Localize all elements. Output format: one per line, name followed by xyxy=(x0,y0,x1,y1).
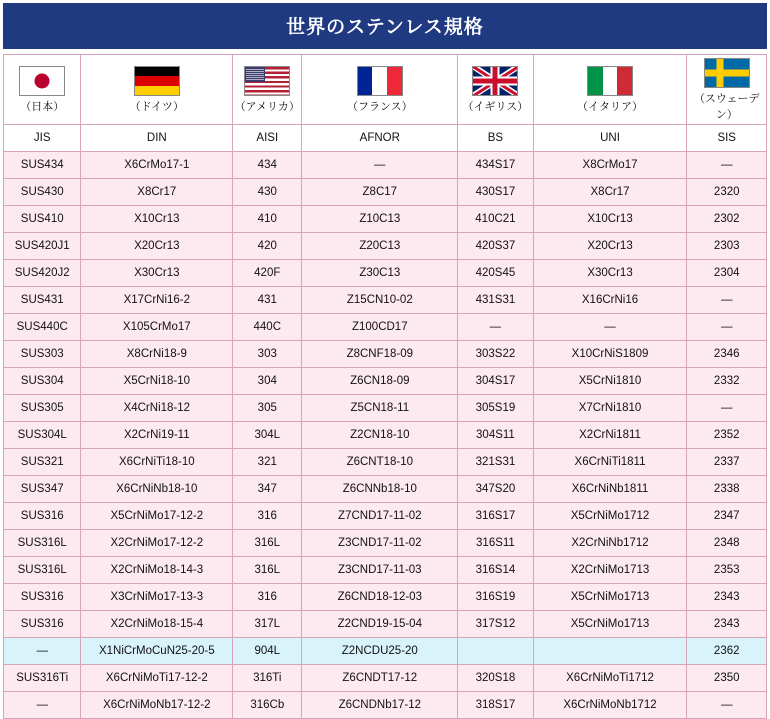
cell-uni: X5CrNi1810 xyxy=(533,368,687,395)
cell-din: X6CrNiTi18-10 xyxy=(81,449,233,476)
standard-bs: BS xyxy=(458,125,533,152)
cell-aisi: 430 xyxy=(233,179,302,206)
cell-din: X10Cr13 xyxy=(81,206,233,233)
table-row xyxy=(4,287,767,314)
cell-afnor: Z15CN10-02 xyxy=(302,287,458,314)
cell-sis: 2302 xyxy=(687,206,767,233)
cell-bs: 316S19 xyxy=(458,584,533,611)
cell-bs: 410C21 xyxy=(458,206,533,233)
cell-afnor: Z6CNT18-10 xyxy=(302,449,458,476)
cell-din: X6CrMo17-1 xyxy=(81,152,233,179)
cell-aisi: 420F xyxy=(233,260,302,287)
cell-sis: — xyxy=(687,395,767,422)
cell-afnor: Z6CNDNb17-12 xyxy=(302,692,458,719)
cell-sis: 2353 xyxy=(687,557,767,584)
cell-din: X6CrNiNb18-10 xyxy=(81,476,233,503)
flag-gb-icon xyxy=(472,66,518,96)
table-row xyxy=(4,503,767,530)
cell-din: X105CrMo17 xyxy=(81,314,233,341)
country-label-usa: （アメリカ） xyxy=(234,101,300,113)
cell-uni: X2CrNiMo1713 xyxy=(533,557,687,584)
cell-aisi: 317L xyxy=(233,611,302,638)
table-row xyxy=(4,665,767,692)
cell-afnor: Z8CNF18-09 xyxy=(302,341,458,368)
flag-de-icon xyxy=(134,66,180,96)
cell-afnor: Z30C13 xyxy=(302,260,458,287)
cell-afnor: Z2CND19-15-04 xyxy=(302,611,458,638)
cell-uni: X6CrNiMoNb1712 xyxy=(533,692,687,719)
cell-jis: SUS303 xyxy=(4,341,81,368)
cell-sis: 2352 xyxy=(687,422,767,449)
cell-din: X5CrNiMo17-12-2 xyxy=(81,503,233,530)
table-row xyxy=(4,314,767,341)
cell-sis: 2320 xyxy=(687,179,767,206)
table-row xyxy=(4,638,767,665)
cell-afnor: Z100CD17 xyxy=(302,314,458,341)
table-row xyxy=(4,422,767,449)
header-cell-germany xyxy=(81,55,233,125)
table-row xyxy=(4,179,767,206)
stainless-standards-page xyxy=(0,3,770,719)
cell-afnor: Z2NCDU25-20 xyxy=(302,638,458,665)
cell-afnor: Z6CND18-12-03 xyxy=(302,584,458,611)
cell-bs: 318S17 xyxy=(458,692,533,719)
cell-jis: SUS430 xyxy=(4,179,81,206)
cell-uni: X8Cr17 xyxy=(533,179,687,206)
table-row xyxy=(4,152,767,179)
cell-din: X30Cr13 xyxy=(81,260,233,287)
cell-bs: 420S37 xyxy=(458,233,533,260)
header-cell-france xyxy=(302,55,458,125)
flag-us-icon xyxy=(244,66,290,96)
flag-fr-icon xyxy=(357,66,403,96)
cell-uni: X2CrNiNb1712 xyxy=(533,530,687,557)
cell-afnor: Z6CNNb18-10 xyxy=(302,476,458,503)
cell-uni xyxy=(533,638,687,665)
country-label-sweden: （スウェーデン） xyxy=(693,93,760,121)
standard-name-row xyxy=(4,125,767,152)
cell-bs xyxy=(458,638,533,665)
cell-uni: X30Cr13 xyxy=(533,260,687,287)
standard-afnor: AFNOR xyxy=(302,125,458,152)
cell-jis: SUS434 xyxy=(4,152,81,179)
country-label-italy: （イタリア） xyxy=(577,101,644,113)
cell-sis: 2332 xyxy=(687,368,767,395)
cell-sis: 2343 xyxy=(687,611,767,638)
cell-afnor: Z8C17 xyxy=(302,179,458,206)
cell-afnor: Z5CN18-11 xyxy=(302,395,458,422)
cell-sis: — xyxy=(687,692,767,719)
cell-sis: 2346 xyxy=(687,341,767,368)
cell-uni: X5CrNiMo1712 xyxy=(533,503,687,530)
cell-uni: X7CrNi1810 xyxy=(533,395,687,422)
table-row xyxy=(4,692,767,719)
cell-din: X2CrNiMo18-15-4 xyxy=(81,611,233,638)
cell-jis: SUS420J1 xyxy=(4,233,81,260)
cell-jis: SUS321 xyxy=(4,449,81,476)
cell-bs: 303S22 xyxy=(458,341,533,368)
table-row xyxy=(4,476,767,503)
cell-sis: 2338 xyxy=(687,476,767,503)
cell-bs: 304S17 xyxy=(458,368,533,395)
cell-din: X2CrNiMo17-12-2 xyxy=(81,530,233,557)
cell-jis: SUS304 xyxy=(4,368,81,395)
cell-sis: 2362 xyxy=(687,638,767,665)
cell-sis: — xyxy=(687,152,767,179)
cell-afnor: Z10C13 xyxy=(302,206,458,233)
cell-bs: 304S11 xyxy=(458,422,533,449)
cell-aisi: 303 xyxy=(233,341,302,368)
cell-sis: — xyxy=(687,314,767,341)
cell-din: X20Cr13 xyxy=(81,233,233,260)
standard-uni: UNI xyxy=(533,125,687,152)
cell-bs: 434S17 xyxy=(458,152,533,179)
country-label-uk: （イギリス） xyxy=(462,101,529,113)
cell-jis: SUS316 xyxy=(4,611,81,638)
cell-din: X3CrNiMo17-13-3 xyxy=(81,584,233,611)
cell-bs: 321S31 xyxy=(458,449,533,476)
country-label-japan: （日本） xyxy=(20,101,65,113)
cell-bs: 317S12 xyxy=(458,611,533,638)
header-cell-italy xyxy=(533,55,687,125)
cell-jis: SUS316L xyxy=(4,530,81,557)
table-row xyxy=(4,260,767,287)
cell-bs: 347S20 xyxy=(458,476,533,503)
standards-table-body xyxy=(4,152,767,719)
table-row xyxy=(4,584,767,611)
cell-aisi: 316 xyxy=(233,584,302,611)
cell-bs: 320S18 xyxy=(458,665,533,692)
table-row xyxy=(4,530,767,557)
cell-uni: X6CrNiMoTi1712 xyxy=(533,665,687,692)
standards-table xyxy=(3,54,767,719)
cell-sis: 2348 xyxy=(687,530,767,557)
cell-din: X6CrNiMoNb17-12-2 xyxy=(81,692,233,719)
cell-afnor: Z2CN18-10 xyxy=(302,422,458,449)
cell-uni: — xyxy=(533,314,687,341)
cell-afnor: Z20C13 xyxy=(302,233,458,260)
standard-sis: SIS xyxy=(687,125,767,152)
cell-aisi: 316Ti xyxy=(233,665,302,692)
cell-jis: SUS316Ti xyxy=(4,665,81,692)
cell-jis: SUS316L xyxy=(4,557,81,584)
cell-din: X8CrNi18-9 xyxy=(81,341,233,368)
cell-aisi: 316L xyxy=(233,557,302,584)
cell-uni: X2CrNi1811 xyxy=(533,422,687,449)
table-row xyxy=(4,341,767,368)
cell-din: X8Cr17 xyxy=(81,179,233,206)
cell-sis: 2350 xyxy=(687,665,767,692)
flag-header-row xyxy=(4,55,767,125)
cell-jis: SUS304L xyxy=(4,422,81,449)
cell-sis: 2337 xyxy=(687,449,767,476)
cell-jis: SUS316 xyxy=(4,503,81,530)
cell-aisi: 316 xyxy=(233,503,302,530)
cell-uni: X6CrNiTi1811 xyxy=(533,449,687,476)
cell-afnor: Z6CN18-09 xyxy=(302,368,458,395)
header-cell-uk xyxy=(458,55,533,125)
cell-din: X6CrNiMoTi17-12-2 xyxy=(81,665,233,692)
cell-uni: X16CrNi16 xyxy=(533,287,687,314)
cell-din: X2CrNiMo18-14-3 xyxy=(81,557,233,584)
cell-sis: 2304 xyxy=(687,260,767,287)
cell-jis: SUS431 xyxy=(4,287,81,314)
country-label-france: （フランス） xyxy=(346,101,413,113)
standard-jis: JIS xyxy=(4,125,81,152)
table-row xyxy=(4,206,767,233)
cell-uni: X5CrNiMo1713 xyxy=(533,584,687,611)
cell-jis: SUS410 xyxy=(4,206,81,233)
cell-uni: X5CrNiMo1713 xyxy=(533,611,687,638)
cell-sis: 2303 xyxy=(687,233,767,260)
cell-aisi: 440C xyxy=(233,314,302,341)
cell-sis: — xyxy=(687,287,767,314)
cell-jis: — xyxy=(4,692,81,719)
cell-afnor: Z7CND17-11-02 xyxy=(302,503,458,530)
cell-jis: SUS316 xyxy=(4,584,81,611)
cell-bs: 316S11 xyxy=(458,530,533,557)
flag-se-icon xyxy=(704,58,750,88)
cell-din: X17CrNi16-2 xyxy=(81,287,233,314)
cell-aisi: 316L xyxy=(233,530,302,557)
cell-aisi: 321 xyxy=(233,449,302,476)
cell-bs: 316S14 xyxy=(458,557,533,584)
cell-aisi: 305 xyxy=(233,395,302,422)
cell-bs: 316S17 xyxy=(458,503,533,530)
cell-bs: 305S19 xyxy=(458,395,533,422)
cell-afnor: — xyxy=(302,152,458,179)
cell-afnor: Z3CND17-11-03 xyxy=(302,557,458,584)
standard-aisi: AISI xyxy=(233,125,302,152)
cell-aisi: 420 xyxy=(233,233,302,260)
cell-aisi: 304 xyxy=(233,368,302,395)
header-cell-sweden xyxy=(687,55,767,125)
header-cell-usa xyxy=(233,55,302,125)
cell-din: X2CrNi19-11 xyxy=(81,422,233,449)
cell-jis: SUS420J2 xyxy=(4,260,81,287)
cell-aisi: 316Cb xyxy=(233,692,302,719)
country-label-germany: （ドイツ） xyxy=(129,101,185,113)
cell-uni: X10CrNiS1809 xyxy=(533,341,687,368)
cell-aisi: 904L xyxy=(233,638,302,665)
cell-jis: SUS347 xyxy=(4,476,81,503)
table-row xyxy=(4,449,767,476)
cell-aisi: 431 xyxy=(233,287,302,314)
cell-din: X1NiCrMoCuN25-20-5 xyxy=(81,638,233,665)
table-row xyxy=(4,368,767,395)
table-row xyxy=(4,233,767,260)
table-row xyxy=(4,395,767,422)
cell-jis: SUS305 xyxy=(4,395,81,422)
cell-sis: 2347 xyxy=(687,503,767,530)
cell-aisi: 347 xyxy=(233,476,302,503)
cell-jis: — xyxy=(4,638,81,665)
cell-din: X5CrNi18-10 xyxy=(81,368,233,395)
flag-it-icon xyxy=(587,66,633,96)
table-row xyxy=(4,611,767,638)
page-title: 世界のステンレス規格 xyxy=(3,3,767,49)
cell-uni: X8CrMo17 xyxy=(533,152,687,179)
cell-uni: X6CrNiNb1811 xyxy=(533,476,687,503)
cell-afnor: Z6CNDT17-12 xyxy=(302,665,458,692)
cell-din: X4CrNi18-12 xyxy=(81,395,233,422)
cell-bs: 420S45 xyxy=(458,260,533,287)
table-row xyxy=(4,557,767,584)
header-cell-japan xyxy=(4,55,81,125)
cell-aisi: 304L xyxy=(233,422,302,449)
cell-afnor: Z3CND17-11-02 xyxy=(302,530,458,557)
cell-sis: 2343 xyxy=(687,584,767,611)
cell-aisi: 410 xyxy=(233,206,302,233)
cell-bs: 431S31 xyxy=(458,287,533,314)
flag-jp-icon xyxy=(19,66,65,96)
cell-uni: X10Cr13 xyxy=(533,206,687,233)
cell-uni: X20Cr13 xyxy=(533,233,687,260)
standard-din: DIN xyxy=(81,125,233,152)
cell-bs: — xyxy=(458,314,533,341)
cell-bs: 430S17 xyxy=(458,179,533,206)
cell-aisi: 434 xyxy=(233,152,302,179)
cell-jis: SUS440C xyxy=(4,314,81,341)
